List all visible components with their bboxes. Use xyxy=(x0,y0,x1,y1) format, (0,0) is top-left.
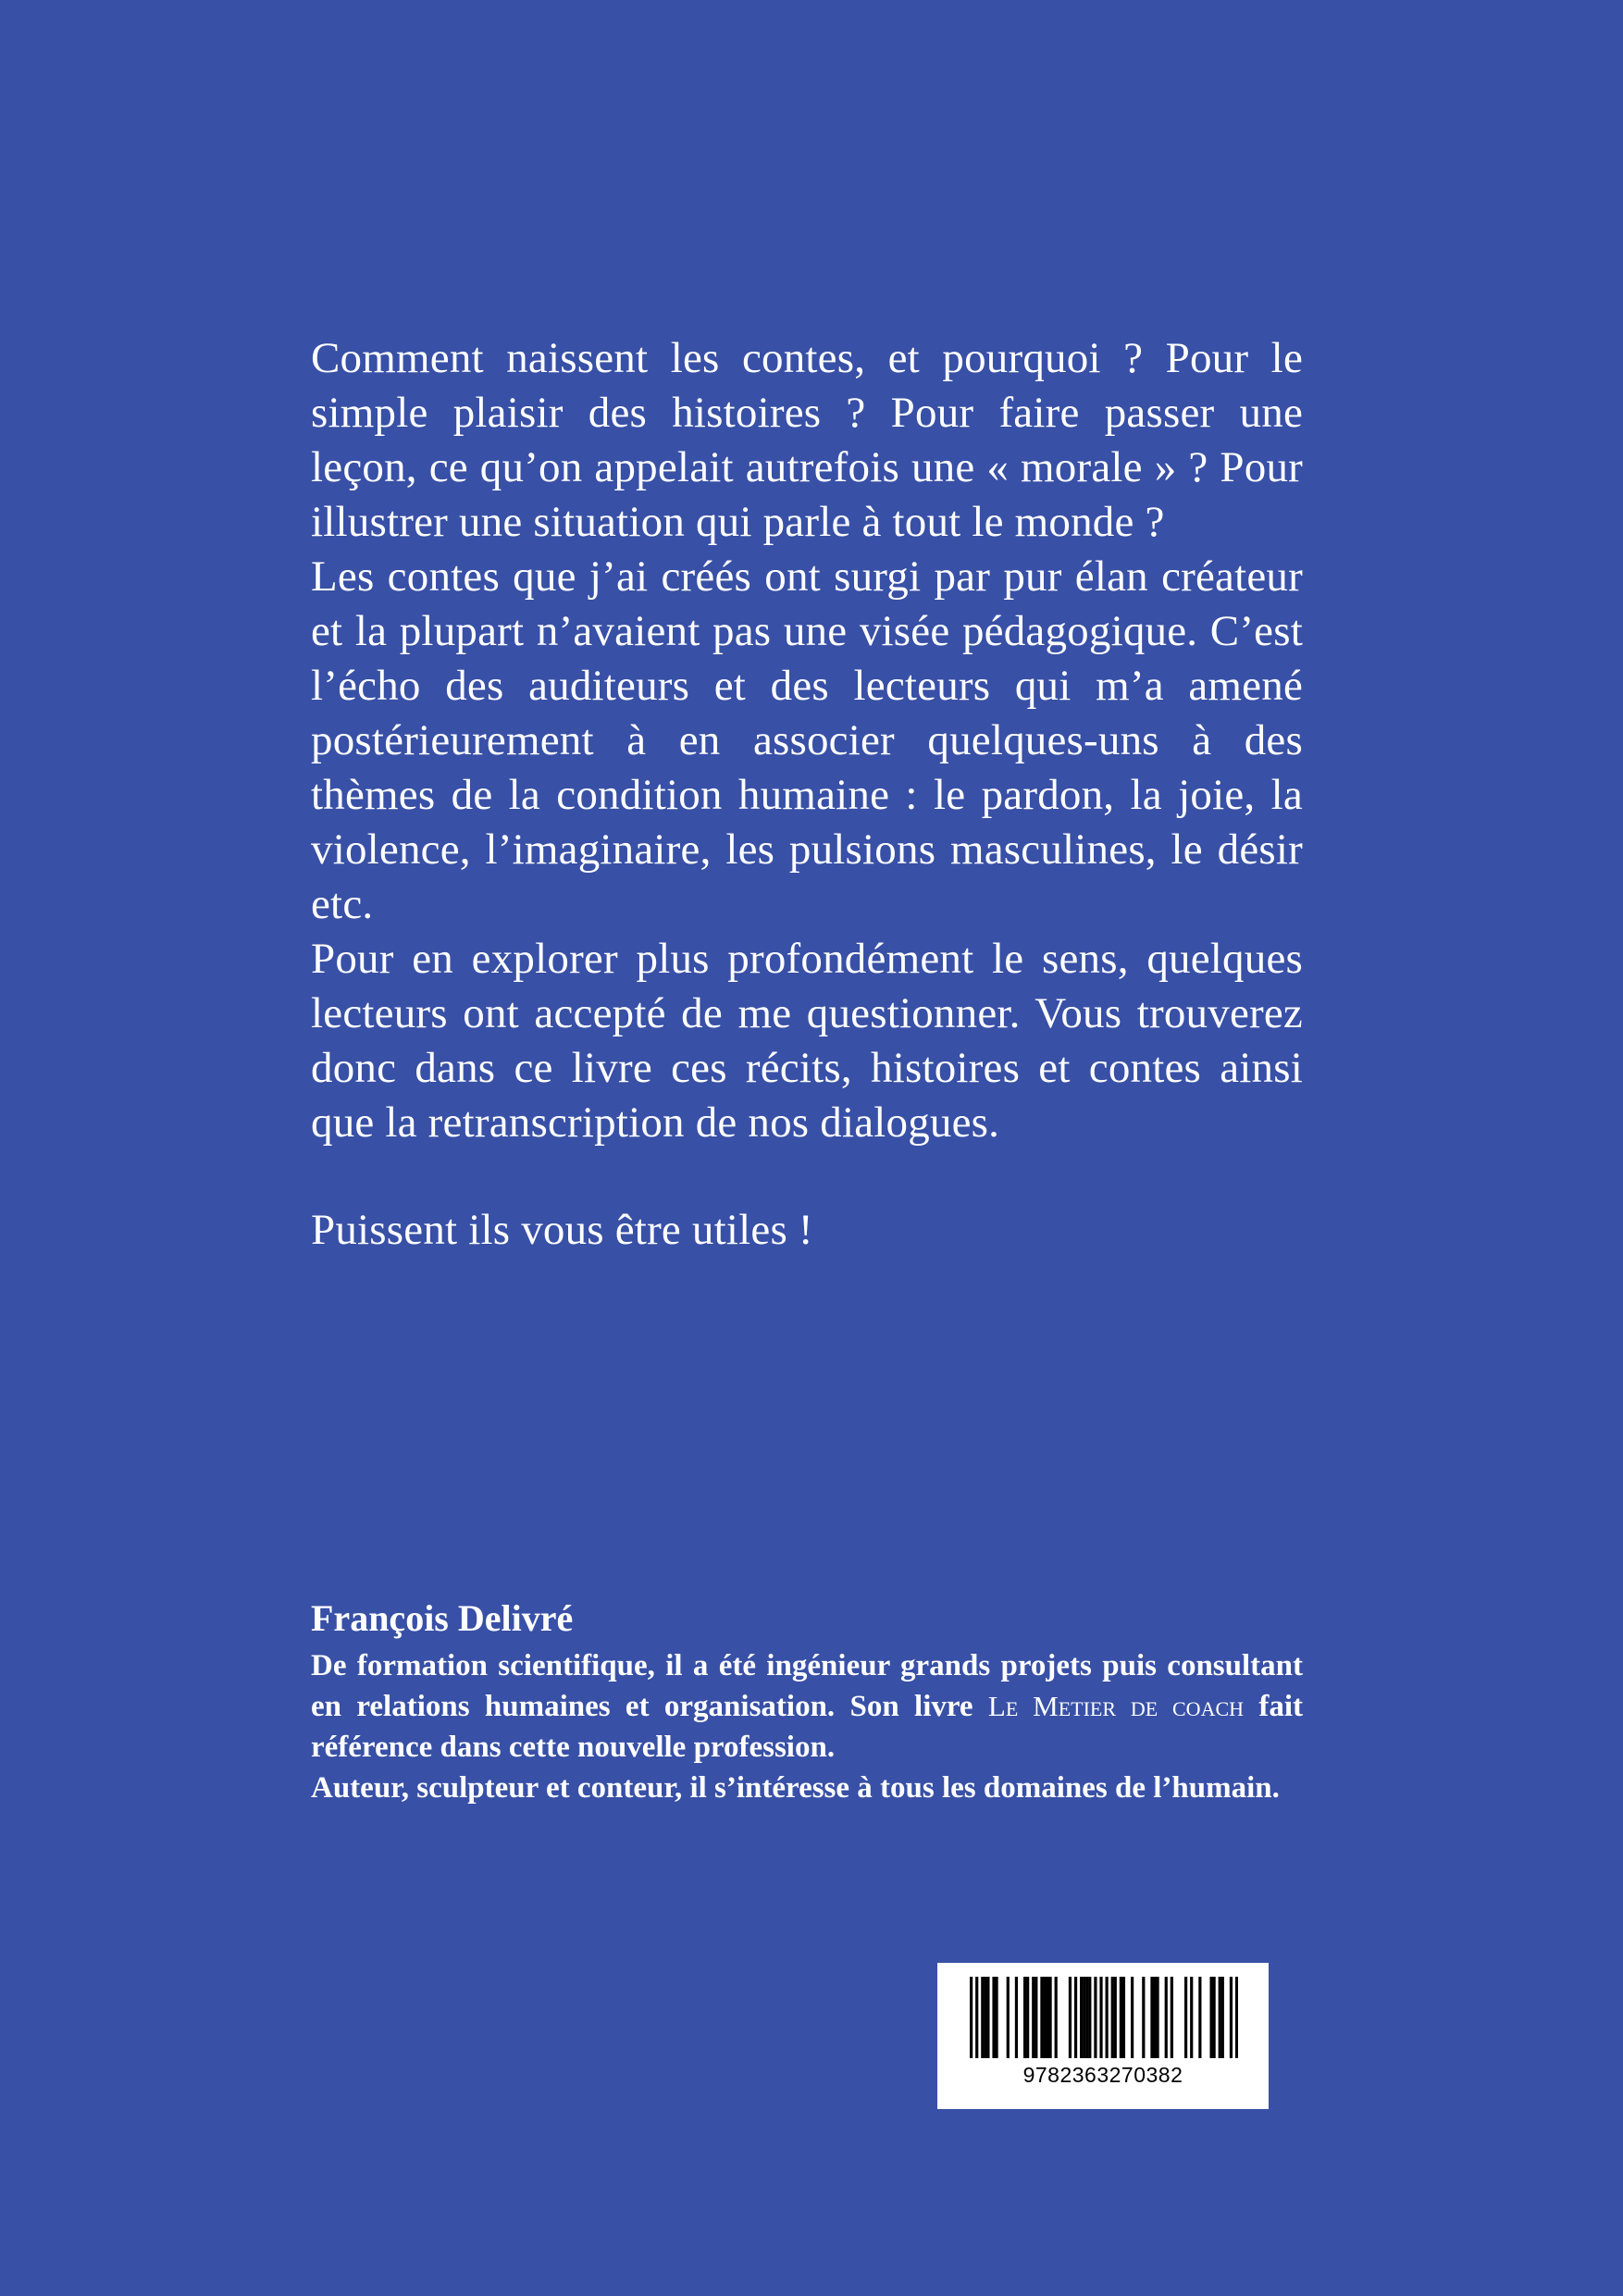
barcode-bar xyxy=(1040,1977,1043,2058)
author-book-title: Le Metier de coach xyxy=(987,1690,1245,1722)
barcode-bar xyxy=(1122,1977,1125,2058)
barcode-isbn: 9782363270382 xyxy=(1022,2063,1183,2087)
barcode-bar xyxy=(1048,1977,1051,2058)
barcode xyxy=(937,1963,1269,2109)
barcode-bar xyxy=(1235,1977,1238,2058)
barcode-bar xyxy=(1055,1977,1058,2058)
barcode-bar xyxy=(1032,1977,1035,2058)
author-bio-part-1: De formation scientifique, il a été ingénieur grands projets puis consultant en relations humaines et organisation. Son livre xyxy=(311,1649,1303,1723)
barcode-bar xyxy=(1088,1977,1091,2058)
barcode-bar xyxy=(1221,1977,1224,2058)
barcode-bar xyxy=(1209,1977,1212,2058)
barcode-bar xyxy=(1190,1977,1193,2058)
barcode-bar xyxy=(1120,1977,1122,2058)
barcode-bar xyxy=(986,1977,989,2058)
barcode-bar xyxy=(1156,1977,1158,2058)
barcode-bar xyxy=(984,1977,986,2058)
author-name: François Delivré xyxy=(311,1597,574,1639)
barcode-bar xyxy=(1007,1977,1010,2058)
barcode-bar xyxy=(1111,1977,1114,2058)
barcode-bar xyxy=(1085,1977,1088,2058)
barcode-bars xyxy=(970,1977,1238,2069)
barcode-bar xyxy=(1083,1977,1085,2058)
barcode-bar xyxy=(1131,1977,1134,2058)
barcode-bar xyxy=(1165,1977,1168,2058)
barcode-bar xyxy=(1043,1977,1046,2058)
barcode-bar xyxy=(1184,1977,1187,2058)
barcode-bar xyxy=(1046,1977,1048,2058)
barcode-bar xyxy=(1069,1977,1072,2058)
barcode-bar xyxy=(1026,1977,1029,2058)
barcode-bar xyxy=(1035,1977,1037,2058)
blurb-text xyxy=(311,331,1303,1258)
barcode-bar xyxy=(1114,1977,1117,2058)
barcode-bar xyxy=(1142,1977,1145,2058)
barcode-bar xyxy=(1099,1977,1102,2058)
barcode-bar xyxy=(970,1977,973,2058)
barcode-bar xyxy=(1213,1977,1216,2058)
barcode-bar xyxy=(1150,1977,1153,2058)
author-bio-text xyxy=(311,1645,1303,1808)
barcode-bar xyxy=(1080,1977,1083,2058)
barcode-bar xyxy=(1106,1977,1109,2058)
barcode-bar xyxy=(975,1977,978,2058)
barcode-bar xyxy=(1230,1977,1233,2058)
blurb-closing-line: Puissent ils vous être utiles ! xyxy=(311,1206,813,1254)
barcode-bar xyxy=(981,1977,984,2058)
barcode-bar xyxy=(1074,1977,1077,2058)
barcode-bar xyxy=(1153,1977,1156,2058)
author-bio xyxy=(311,1595,1303,1808)
barcode-bar xyxy=(1023,1977,1026,2058)
author-bio-part-3: Auteur, sculpteur et conteur, il s’intéresse à tous les domaines de l’humain. xyxy=(311,1771,1280,1805)
barcode-bar xyxy=(1015,1977,1018,2058)
barcode-bar xyxy=(1198,1977,1201,2058)
barcode-bar xyxy=(1171,1977,1173,2058)
blurb-paragraph-3: Pour en explorer plus profondément le sens, quelques lecteurs ont accepté de me questionner. Vous trouverez donc dans ce livre ces récits, histoires et contes ainsi que la retranscription de nos dialogues. xyxy=(311,935,1303,1147)
blurb-paragraph-2: Les contes que j’ai créés ont surgi par pur élan créateur et la plupart n’avaient pas une visée pédagogique. C’est l’écho des auditeurs et des lecteurs qui m’a amené postérieurement à en associer quelques-uns à des thèmes de la condition humaine : le pardon, la joie, la violence, l’imaginaire, les pulsions masculines, le désir etc. xyxy=(311,552,1303,928)
author-bio-part-2: fait référence dans cette nouvelle profession. xyxy=(311,1690,1303,1764)
barcode-bar xyxy=(1094,1977,1096,2058)
barcode-bar xyxy=(1219,1977,1221,2058)
barcode-bar xyxy=(992,1977,995,2058)
blurb-paragraph-1: Comment naissent les contes, et pourquoi ? Pour le simple plaisir des histoires ? Pour faire passer une leçon, ce qu’on appelait autrefois une « morale » ? Pour illustrer une situation qui parle à tout le monde ? xyxy=(311,334,1303,546)
barcode-bar xyxy=(995,1977,997,2058)
